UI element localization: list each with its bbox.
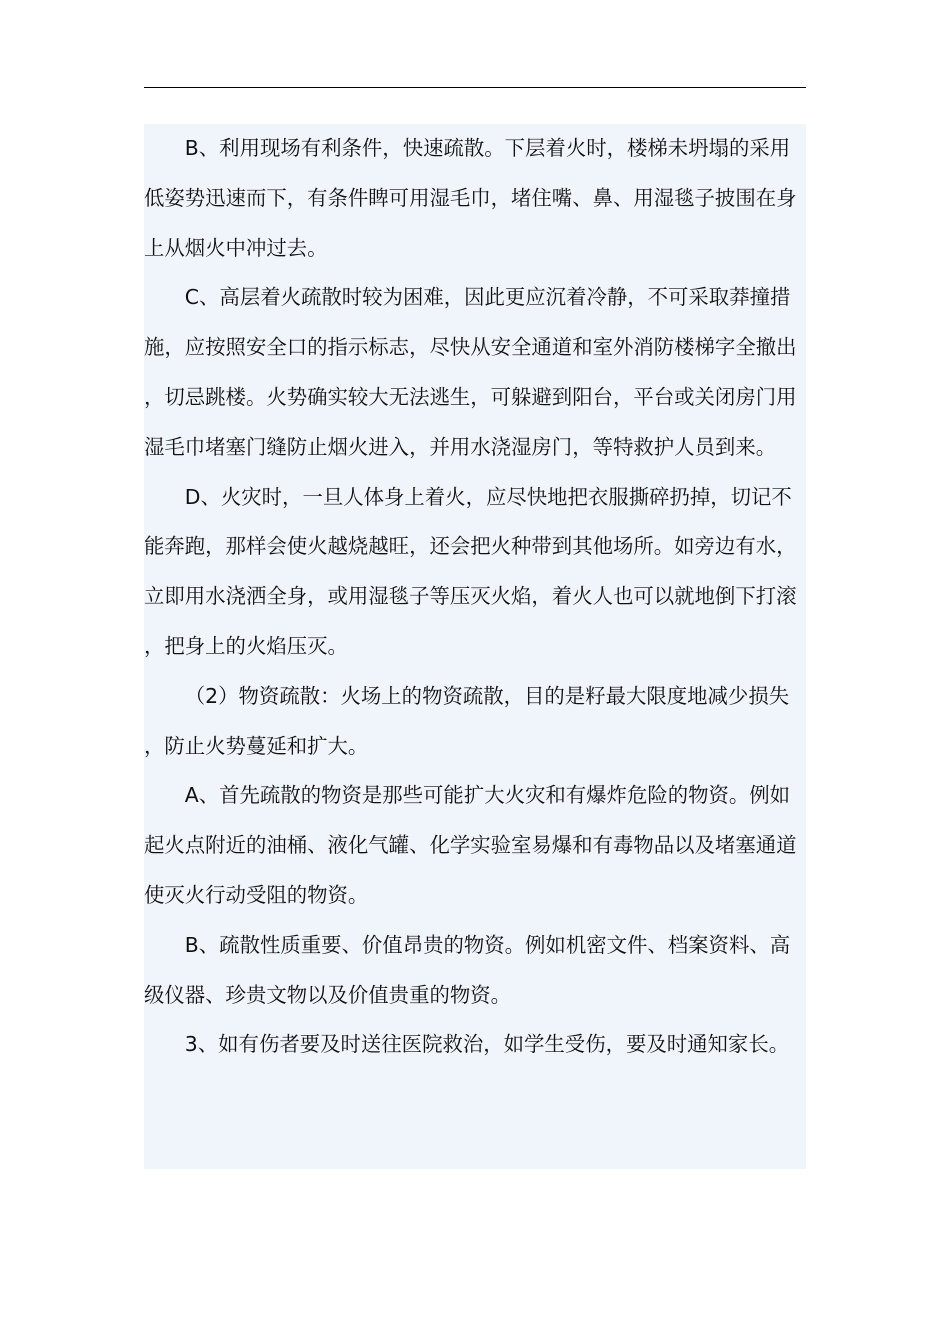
paragraph-valuable-materials: B、疏散性质重要、价值昂贵的物资。例如机密文件、档案资料、高级仪器、珍贵文物以及价值贵重的物资。 [144,932,791,1007]
header-rule [144,87,806,88]
paragraph-evacuate-high-floor: C、高层着火疏散时较为困难，因此更应沉着冷静，不可采取莽撞措施，应按照安全口的指示标志，尽快从安全通道和室外消防楼梯字全撤出，切忌跳楼。火势确实较大无法逃生，可躲避到阳台，平台或关闭房门用湿毛巾堵塞门缝防止烟火进入，并用水浇湿房门，等特救护人员到来。 [144,285,797,459]
paragraph-material-evacuation: （2）物资疏散：火场上的物资疏散，目的是籽最大限度地减少损失，防止火势蔓延和扩大。 [144,683,790,758]
paragraph-injured-persons: 3、如有伤者要及时送往医院救治，如学生受伤，要及时通知家长。 [184,1032,790,1057]
paragraph-evacuate-low-floor: B、利用现场有利条件，快速疏散。下层着火时，楼梯未坍塌的采用低姿势迅速而下，有条件睥可用湿毛巾，堵住嘴、鼻、用湿毯子披围在身上从烟火中冲过去。 [144,136,797,260]
paragraph-priority-materials: A、首先疏散的物资是那些可能扩大火灾和有爆炸危险的物资。例如起火点附近的油桶、液化气罐、化学实验室易爆和有毒物品以及堵塞通道使灭火行动受阻的物资。 [144,783,797,907]
paragraph-body-on-fire: D、火灾时，一旦人体身上着火，应尽快地把衣服撕碎扔掉，切记不能奔跑，那样会使火越烧越旺，还会把火种带到其他场所。如旁边有水，立即用水浇洒全身，或用湿毯子等压灭火焰，着火人也可以就地倒下打滚，把身上的火焰压灭。 [144,484,797,658]
document-body [144,124,806,1169]
